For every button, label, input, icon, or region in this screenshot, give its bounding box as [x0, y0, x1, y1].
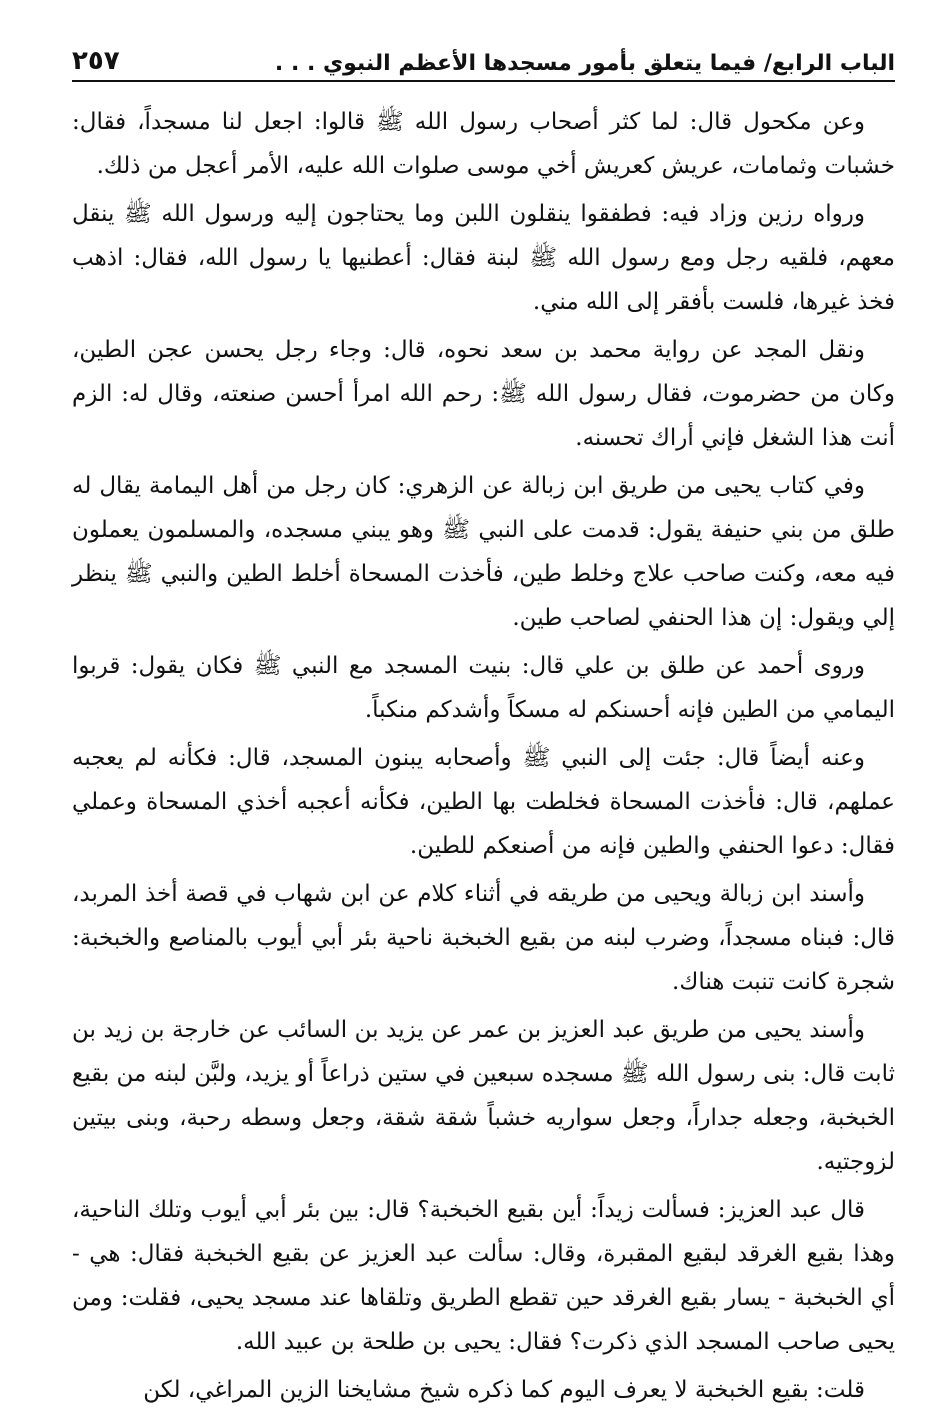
paragraph-kharija: وأسند يحيى من طريق عبد العزيز بن عمر عن يزيد بن السائب عن خارجة بن زيد بن ثابت قال: بنى رسول الله ﷺ مسجده سبعين في ستين ذراعاً أو يزيد، ولبَّن لبنه من بقيع الخبخبة، وجعله جداراً، وجعل سواريه خشباً شقة شقة، وجعل وسطه رحبة، وبنى بيتين لزوجتيه. — [72, 1017, 895, 1175]
running-header — [72, 36, 895, 82]
paragraph-yahya-zuhri: وفي كتاب يحيى من طريق ابن زبالة عن الزهري: كان رجل من أهل اليمامة يقال له طلق من بني حنيفة يقول: قدمت على النبي ﷺ وهو يبني مسجده، والمسلمون يعملون فيه معه، وكنت صاحب علاج وخلط طين، فأخذت المسحاة أخلط الطين والنبي ﷺ ينظر إلي ويقول: إن هذا الحنفي لصاحب طين. — [72, 473, 895, 631]
paragraph-ahmad-talq: وروى أحمد عن طلق بن علي قال: بنيت المسجد مع النبي ﷺ فكان يقول: قربوا اليمامي من الطين فإنه أحسنكم له مسكاً وأشدكم منكباً. — [72, 653, 895, 723]
main-text — [72, 100, 895, 1416]
paragraph-razin: ورواه رزين وزاد فيه: فطفقوا ينقلون اللبن وما يحتاجون إليه ورسول الله ﷺ ينقل معهم، فلقيه رجل ومع رسول الله ﷺ لبنة فقال: أعطنيها يا رسول الله، فقال: اذهب فخذ غيرها، فلست بأفقر إلى الله مني. — [72, 201, 895, 315]
paragraph-qultu: قلت: بقيع الخبخبة لا يعرف اليوم كما ذكره شيخ مشايخنا الزين المراغي، لكن — [143, 1377, 865, 1403]
paragraph-majd: ونقل المجد عن رواية محمد بن سعد نحوه، قال: وجاء رجل يحسن عجن الطين، وكان من حضرموت، فقال رسول الله ﷺ: رحم الله امرأ أحسن صنعته، وقال له: الزم أنت هذا الشغل فإني أراك تحسنه. — [72, 337, 895, 451]
page-number: ٢٥٧ — [72, 46, 120, 76]
paragraph-ibn-zabala: وأسند ابن زبالة ويحيى من طريقه في أثناء كلام عن ابن شهاب في قصة أخذ المربد، قال: فبناه مسجداً، وضرب لبنه من بقيع الخبخبة ناحية بئر أبي أيوب بالمناصع والخبخبة: شجرة كانت تنبت هناك. — [72, 881, 895, 995]
paragraph-abd-al-aziz: قال عبد العزيز: فسألت زيداً: أين بقيع الخبخبة؟ قال: بين بئر أبي أيوب وتلك الناحية، وهذا بقيع الغرقد لبقيع المقبرة، وقال: سألت عبد العزيز عن بقيع الخبخبة فقال: هي - أي الخبخبة - يسار بقيع الغرقد حين تقطع الطريق وتلقاها عند مسجد يحيى، فقلت: ومن يحيى صاحب المسجد الذي ذكرت؟ فقال: يحيى بن طلحة بن عبيد الله. — [72, 1197, 895, 1355]
paragraph-talq-2: وعنه أيضاً قال: جئت إلى النبي ﷺ وأصحابه يبنون المسجد، قال: فكأنه لم يعجبه عملهم، قال: فأخذت المسحاة فخلطت بها الطين، فكأنه أعجبه أخذي المسحاة وعملي فقال: دعوا الحنفي والطين فإنه من أصنعكم للطين. — [72, 745, 895, 859]
paragraph-makhul: وعن مكحول قال: لما كثر أصحاب رسول الله ﷺ قالوا: اجعل لنا مسجداً، فقال: خشبات وثمامات، عريش كعريش أخي موسى صلوات الله عليه، الأمر أعجل من ذلك. — [72, 109, 895, 179]
chapter-title: الباب الرابع/ فيما يتعلق بأمور مسجدها الأعظم النبوي . . . — [274, 51, 895, 76]
